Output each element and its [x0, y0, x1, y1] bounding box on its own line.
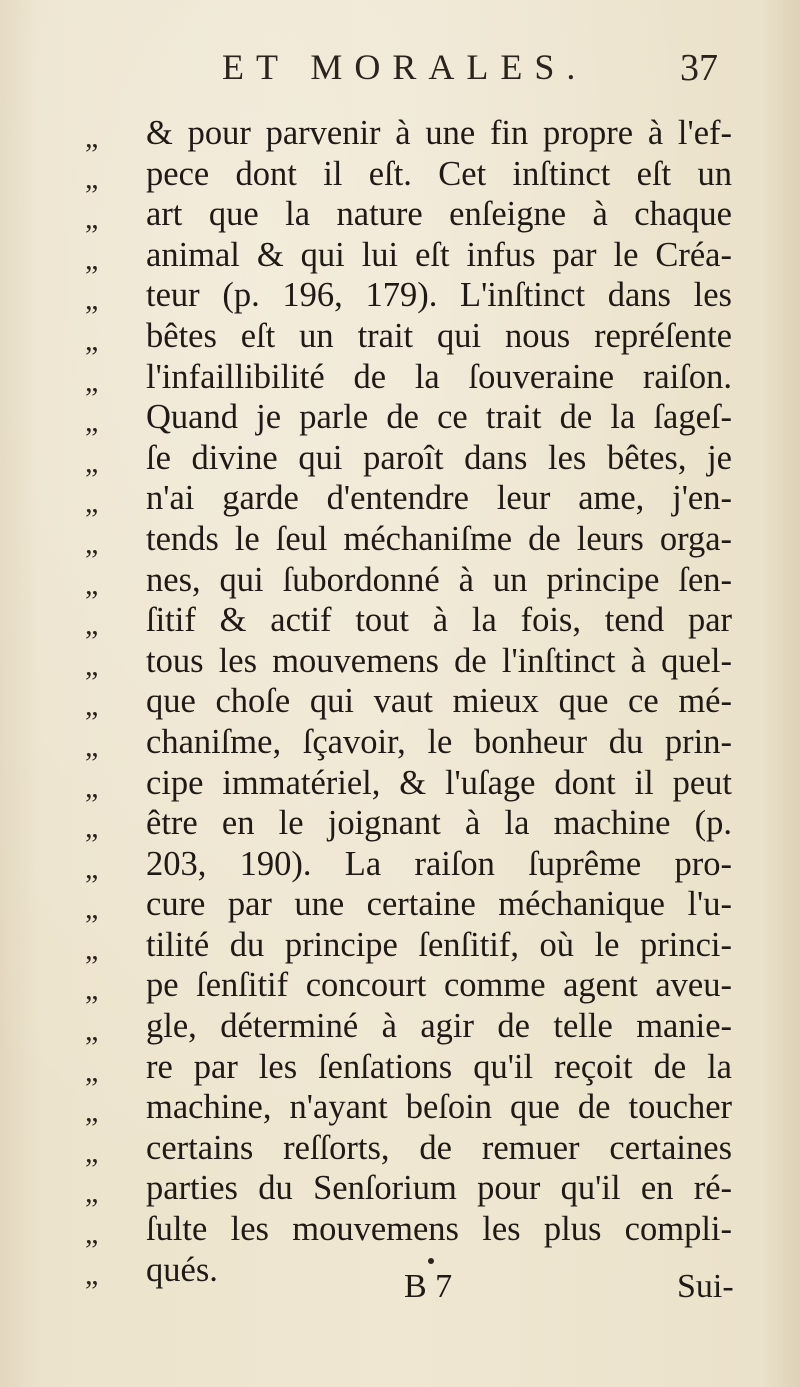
- line-text: qués.: [146, 1250, 218, 1289]
- line-text: tilité du principe ſenſitif, où le princi-: [146, 925, 732, 964]
- quotation-mark: „: [85, 202, 97, 236]
- text-line: [0, 438, 800, 479]
- quotation-mark: „: [85, 242, 97, 276]
- catchword: Sui-: [677, 1268, 734, 1305]
- line-text: ſe divine qui paroît dans les bêtes, je: [146, 438, 732, 477]
- line-text: machine, n'ayant beſoin que de toucher: [146, 1088, 732, 1127]
- line-text: bêtes eſt un trait qui nous repréſente: [146, 316, 732, 355]
- line-text: être en le joignant à la machine (p.: [146, 804, 732, 843]
- quotation-mark: „: [85, 161, 97, 195]
- text-line: [0, 519, 800, 560]
- text-line: [0, 478, 800, 519]
- line-text: animal & qui lui eſt infus par le Créa-: [146, 235, 732, 274]
- text-line: [0, 1006, 800, 1047]
- quotation-mark: „: [85, 323, 97, 357]
- running-title: ET MORALES.: [222, 47, 588, 87]
- text-line: [0, 316, 800, 357]
- quotation-mark: „: [85, 486, 97, 520]
- text-line: [0, 884, 800, 925]
- page-footer: [0, 1268, 800, 1318]
- ink-speck: [428, 1258, 434, 1264]
- text-line: [0, 722, 800, 763]
- text-line: [0, 1047, 800, 1088]
- line-text: Quand je parle de ce trait de la ſageſ-: [146, 398, 732, 437]
- text-line: [0, 1128, 800, 1169]
- text-line: [0, 641, 800, 682]
- line-text: & pour parvenir à une fin propre à l'ef-: [146, 114, 732, 152]
- text-line: [0, 1209, 800, 1250]
- line-text: cure par une certaine méchanique l'u-: [146, 885, 732, 924]
- text-line: [0, 154, 800, 195]
- quotation-mark: „: [85, 1095, 97, 1129]
- line-text: cipe immatériel, & l'uſage dont il peut: [146, 763, 732, 802]
- quotation-mark: „: [85, 811, 97, 845]
- line-text: chaniſme, ſçavoir, le bonheur du prin-: [146, 722, 732, 761]
- text-line: [0, 925, 800, 966]
- quotation-mark: „: [85, 364, 97, 398]
- quotation-mark: „: [85, 445, 97, 479]
- quotation-mark: „: [85, 1054, 97, 1088]
- text-line: [0, 560, 800, 601]
- quotation-mark: „: [85, 567, 97, 601]
- quotation-mark: „: [85, 729, 97, 763]
- quotation-mark: „: [85, 1217, 97, 1251]
- quotation-mark: „: [85, 1135, 97, 1169]
- quotation-mark: „: [85, 1257, 97, 1291]
- quotation-mark: „: [85, 648, 97, 682]
- quotation-mark: „: [85, 932, 97, 966]
- quotation-mark: „: [85, 283, 97, 317]
- text-line: [0, 235, 800, 276]
- text-line: [0, 397, 800, 438]
- quotation-mark: „: [85, 405, 97, 439]
- body-text: [0, 113, 800, 1290]
- line-text: teur (p. 196, 179). L'inſtinct dans les: [146, 276, 732, 315]
- line-text: art que la nature enſeigne à chaque: [146, 195, 732, 234]
- quotation-mark: „: [85, 1176, 97, 1210]
- text-line: [0, 965, 800, 1006]
- line-text: pece dont il eſt. Cet inſtinct eſt un: [146, 154, 732, 193]
- quotation-mark: „: [85, 851, 97, 885]
- quotation-mark: „: [85, 526, 97, 560]
- text-line: [0, 681, 800, 722]
- text-line: [0, 357, 800, 398]
- line-text: tous les mouvemens de l'inſtinct à quel-: [146, 641, 732, 680]
- text-line: [0, 1087, 800, 1128]
- line-text: tends le ſeul méchaniſme de leurs orga-: [146, 519, 732, 558]
- quotation-mark: „: [85, 973, 97, 1007]
- line-text: l'infaillibilité de la ſouveraine raiſon.: [146, 357, 732, 396]
- text-line: [0, 600, 800, 641]
- text-line: [0, 1168, 800, 1209]
- text-line: [0, 275, 800, 316]
- quotation-mark: „: [85, 892, 97, 926]
- line-text: n'ai garde d'entendre leur ame, j'en-: [146, 479, 732, 518]
- signature-mark: B 7: [404, 1268, 453, 1305]
- line-text: nes, qui ſubordonné à un principe ſen-: [146, 560, 732, 599]
- text-line: [0, 803, 800, 844]
- text-line: [0, 844, 800, 885]
- line-text: 203, 190). La raiſon ſuprême pro-: [146, 844, 732, 883]
- text-line: [0, 113, 800, 154]
- line-text: ſitif & actif tout à la fois, tend par: [146, 601, 732, 640]
- quotation-mark: „: [85, 1014, 97, 1048]
- quotation-mark: „: [85, 770, 97, 804]
- line-text: parties du Senſorium pour qu'il en ré-: [146, 1169, 732, 1208]
- line-text: que choſe qui vaut mieux que ce mé-: [146, 682, 732, 721]
- quotation-mark: „: [85, 121, 97, 154]
- line-text: pe ſenſitif concourt comme agent aveu-: [146, 966, 732, 1005]
- line-text: ſulte les mouvemens les plus compli-: [146, 1210, 732, 1249]
- page-number: 37: [680, 47, 718, 89]
- quotation-mark: „: [85, 608, 97, 642]
- text-line: [0, 763, 800, 804]
- page-header: [0, 46, 800, 96]
- line-text: gle, déterminé à agir de telle manie-: [146, 1007, 732, 1046]
- text-line: [0, 194, 800, 235]
- line-text: re par les ſenſations qu'il reçoit de la: [146, 1047, 732, 1086]
- line-text: certains reſſorts, de remuer certaines: [146, 1128, 732, 1167]
- quotation-mark: „: [85, 689, 97, 723]
